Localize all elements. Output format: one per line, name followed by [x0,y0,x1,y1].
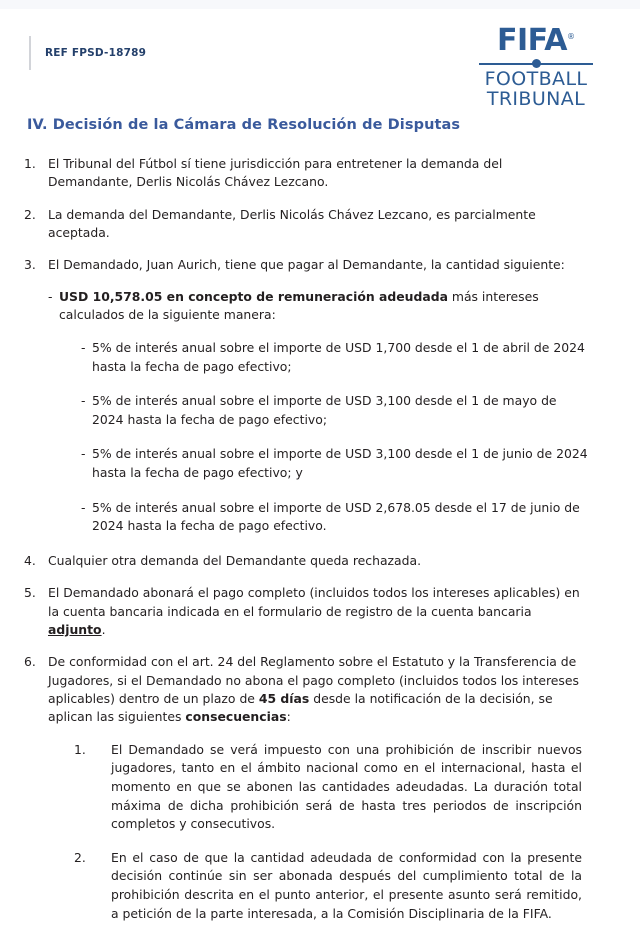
list-marker: 6. [24,654,36,670]
decision-item-6-part1: De conformidad con el art. 24 del Reglamento sobre el Estatuto y la Transferencia de Jugadores, si el Demandado no abona el pago completo (incluidos todos los intereses aplicables) dentro de un plazo de [48,654,579,707]
logo-line-tribunal: TRIBUNAL [486,88,586,110]
interest-list [81,339,590,536]
payment-amount-list [48,288,590,536]
decision-item-5-part2: . [101,621,106,637]
fifa-wordmark-text: FIFA [497,23,567,58]
logo-line-football: FOOTBALL [484,68,588,90]
consequence-item-1 [74,741,590,834]
interest-item [81,392,590,429]
list-marker: 2. [24,206,36,222]
section-heading: IV. Decisión de la Cámara de Resolución de Disputas [27,117,461,133]
decision-item-3 [0,256,640,535]
interest-item [81,445,590,482]
decision-item-6-text [48,654,579,724]
dash-bullet-icon: - [81,393,86,409]
list-marker: 5. [24,585,36,601]
decision-item-4 [0,552,640,570]
decision-item-1-text: El Tribunal del Fútbol sí tiene jurisdicción para entretener la demanda del Demandante, Derlis Nicolás Chávez Lezcano. [48,156,503,190]
decision-item-4-text: Cualquier otra demanda del Demandante queda rechazada. [48,552,422,568]
payment-amount-bold: USD 10,578.05 en concepto de remuneración adeudada [59,288,448,304]
interest-item-text: 5% de interés anual sobre el importe de USD 3,100 desde el 1 de junio de 2024 hasta la fecha de pago efectivo; y [92,446,588,481]
consequence-item-2-text: En el caso de que la cantidad adeudada de conformidad con la presente decisión continúe sin ser abonada después del cumplimiento total de la prohibición descrita en el punto anterior, el presente asunto será remitido, a petición de la parte interesada, a la Comisión Disciplinaria de la FIFA. [111,849,582,921]
dash-bullet-icon: - [81,499,86,515]
interest-item-text: 5% de interés anual sobre el importe de USD 2,678.05 desde el 17 de junio de 2024 hasta la fecha de pago efectivo. [92,499,580,534]
dash-bullet-icon: - [81,446,86,462]
decision-item-6-part2: desde la notificación de la decisión, se aplican las siguientes [48,691,553,725]
reference-number: REF FPSD-18789 [45,47,147,59]
bank-form-link[interactable]: adjunto [48,621,102,637]
dash-bullet-icon: - [81,340,86,356]
list-marker: 3. [24,257,36,273]
fifa-wordmark [497,23,575,58]
list-marker: 2. [74,849,86,865]
dash-bullet-icon: - [48,288,53,304]
decision-item-2-text: La demanda del Demandante, Derlis Nicolás Chávez Lezcano, es parcialmente aceptada. [48,206,536,241]
list-marker: 1. [24,156,36,171]
consequences-list [74,741,590,923]
decision-body [0,155,640,938]
registered-trademark-icon: ® [566,32,575,41]
interest-item [81,499,590,536]
decision-item-6 [0,653,640,923]
interest-item-text: 5% de interés anual sobre el importe de USD 1,700 desde el 1 de abril de 2024 hasta la fecha de pago efectivo; [92,340,585,374]
reference-block [29,36,146,70]
decision-item-3-text: El Demandado, Juan Aurich, tiene que pagar al Demandante, la cantidad siguiente: [48,257,565,273]
decision-item-6-part3: : [286,709,291,725]
document-header [0,0,640,112]
consequences-block [48,741,590,923]
decision-item-5-text [48,585,580,637]
deadline-days: 45 días [258,691,310,707]
logo-center-dot-icon [532,59,541,68]
logo-divider-rule [477,59,595,68]
decision-item-2 [0,206,640,243]
decision-item-5 [0,584,640,639]
interest-item [81,339,590,376]
list-marker: 4. [24,552,36,568]
consequence-item-2 [74,849,590,923]
consequence-item-1-text: El Demandado se verá impuesto con una prohibición de inscribir nuevos jugadores, tanto en el ámbito nacional como en el internacional, hasta el momento en que se abonen las cantidades adeudadas. La duración total máxima de dicha prohibición será de hasta tres periodos de inscripción completos y consecutivos. [111,741,582,832]
fifa-football-tribunal-logo [477,23,595,110]
decision-item-5-part1: El Demandado abonará el pago completo (incluidos todos los intereses aplicables) en la cuenta bancaria indicada en el formulario de registro de la cuenta bancaria [48,585,580,619]
consequences-label: consecuencias [185,709,287,725]
decision-item-1 [0,155,640,192]
interest-item-text: 5% de interés anual sobre el importe de USD 3,100 desde el 1 de mayo de 2024 hasta la fecha de pago efectivo; [92,393,557,427]
payment-amount-item [48,288,590,536]
payment-amount-rest: más intereses calculados de la siguiente manera: [59,288,539,323]
list-marker: 1. [74,741,86,757]
decision-list [0,155,640,923]
